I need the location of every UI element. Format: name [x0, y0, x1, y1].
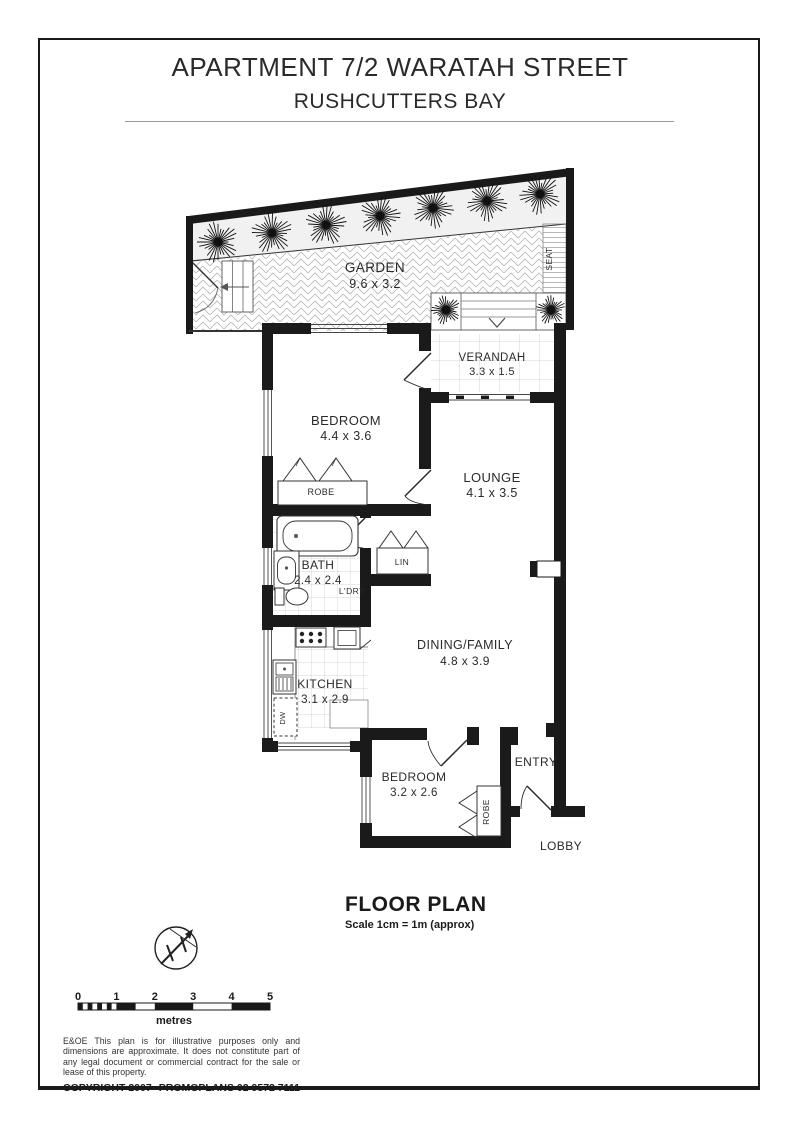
- floor-plan-caption: [345, 893, 487, 931]
- robe2-bifold-doors: [459, 791, 477, 838]
- dishwasher-label: DW: [278, 711, 287, 725]
- bedroom2-label: BEDROOM: [381, 770, 447, 784]
- toilet: [286, 588, 308, 605]
- bedroom1-verandah-door: [404, 353, 431, 390]
- verandah-label: VERANDAH: [458, 352, 526, 364]
- kitchen-label: KITCHEN: [297, 677, 353, 691]
- linen-bifold-doors: [379, 531, 428, 548]
- kitchen-dims: 3.1 x 2.9: [301, 694, 349, 706]
- lounge-label: LOUNGE: [463, 470, 521, 485]
- dining-dims: 4.8 x 3.9: [440, 654, 490, 668]
- bedroom1-label: BEDROOM: [311, 413, 381, 428]
- scale-tick: 0: [74, 991, 82, 1003]
- page-subtitle: RUSHCUTTERS BAY: [293, 90, 507, 113]
- page-title: APARTMENT 7/2 WARATAH STREET: [171, 52, 629, 82]
- verandah-dims: 3.3 x 1.5: [469, 366, 515, 378]
- cooktop: [296, 628, 326, 647]
- garden-label: GARDEN: [344, 260, 406, 275]
- bath-dims: 2.4 x 2.4: [294, 575, 342, 587]
- verandah-door-sill: [449, 395, 530, 401]
- bedroom1-dims: 4.4 x 3.6: [320, 429, 372, 443]
- robe1-bifold-doors: [283, 458, 352, 481]
- scale-tick: 2: [151, 991, 158, 1003]
- copyright-line: [63, 1082, 300, 1094]
- garden-right-wall: [566, 168, 574, 330]
- bath-label: BATH: [301, 558, 335, 572]
- footer: [63, 1036, 300, 1094]
- scale-tick: 4: [228, 991, 235, 1003]
- floor-plan-scale-note: Scale 1cm = 1m (approx): [345, 919, 475, 931]
- bedroom1-door: [405, 470, 431, 505]
- garden-dims: 9.6 x 3.2: [349, 277, 401, 291]
- scale-tick: 3: [190, 991, 197, 1003]
- copyright-left: COPYRIGHT 2007: [63, 1082, 152, 1095]
- vanity-basin: [278, 557, 296, 584]
- dining-label: DINING/FAMILY: [417, 638, 513, 652]
- scale-bar: [75, 991, 273, 1027]
- lounge-wall-niche: [537, 561, 561, 577]
- robe2-label: ROBE: [481, 799, 491, 825]
- bedroom2-dims: 3.2 x 2.6: [390, 787, 438, 799]
- lounge-dims: 4.1 x 3.5: [466, 486, 518, 500]
- scale-unit-label: metres: [155, 1015, 193, 1027]
- entry-label: ENTRY: [514, 755, 558, 769]
- copyright-right: PROMOPLANS 02 9572 7111: [158, 1082, 300, 1095]
- toilet-cistern: [275, 588, 284, 605]
- scale-tick: 1: [113, 991, 120, 1003]
- entry-door: [521, 786, 551, 810]
- seat-label: SEAT: [544, 247, 554, 271]
- scale-tick: 5: [266, 991, 274, 1003]
- robe1-label: ROBE: [307, 487, 335, 497]
- north-arrow: [155, 927, 197, 969]
- floor-plan-title: FLOOR PLAN: [345, 893, 487, 916]
- laundry-label: L'DRY: [338, 586, 366, 596]
- disclaimer-text: E&OE This plan is for illustrative purposes only and dimensions are approximate. It does not constitute part of any legal document or commercial contract for the sale or lease of this property.: [63, 1036, 300, 1077]
- bedroom2-door: [428, 740, 467, 766]
- lobby-label: LOBBY: [539, 839, 583, 853]
- garden-area: [186, 168, 574, 334]
- linen-label: LIN: [394, 557, 410, 567]
- garden-left-wall: [186, 216, 193, 334]
- bathtub-drain: [294, 534, 298, 538]
